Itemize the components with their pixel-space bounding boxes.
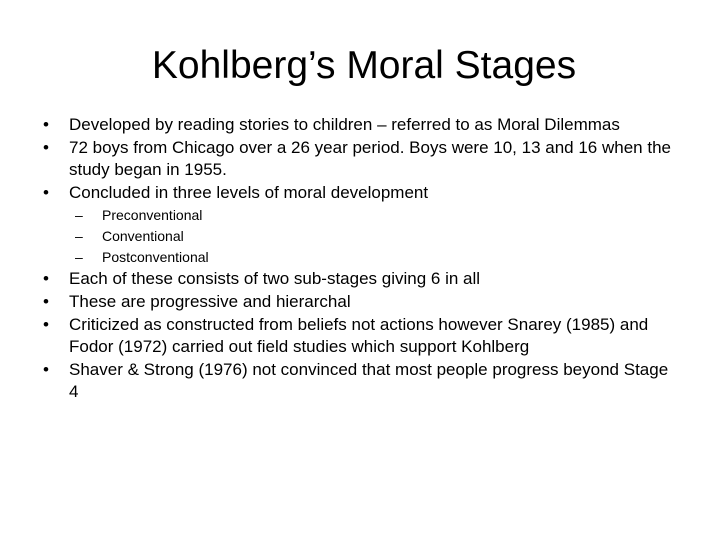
bullet-text: Developed by reading stories to children – referred to as Moral Dilemmas — [69, 115, 620, 134]
bullet-text: Criticized as constructed from beliefs not actions however Snarey (1985) and Fodor (1972) carried out field studies which support Kohlberg — [69, 315, 649, 356]
bullet-marker: • — [43, 315, 49, 334]
sub-bullet-marker: – — [75, 207, 83, 223]
bullet-text: Shaver & Strong (1976) not convinced that most people progress beyond Stage 4 — [69, 360, 669, 401]
bullet-item — [40, 137, 680, 181]
sub-bullet-marker: – — [75, 228, 83, 244]
bullet-text: 72 boys from Chicago over a 26 year period. Boys were 10, 13 and 16 when the study began in 1955. — [69, 138, 671, 179]
sub-bullet-item — [40, 205, 680, 225]
bullet-marker: • — [43, 138, 49, 157]
bullet-text: Concluded in three levels of moral development — [69, 183, 429, 202]
bullet-list — [40, 114, 680, 404]
bullet-marker: • — [43, 269, 49, 288]
bullet-item — [40, 291, 680, 313]
bullet-item — [40, 359, 680, 403]
sub-bullet-text: Postconventional — [102, 249, 209, 265]
bullet-text: Each of these consists of two sub-stages giving 6 in all — [69, 269, 481, 288]
bullet-marker: • — [43, 360, 49, 379]
bullet-item — [40, 268, 680, 290]
bullet-marker: • — [43, 292, 49, 311]
bullet-item — [40, 182, 680, 204]
bullet-item — [40, 314, 680, 358]
sub-bullet-marker: – — [75, 249, 83, 265]
bullet-text: These are progressive and hierarchal — [69, 292, 351, 311]
slide-title: Kohlberg’s Moral Stages — [151, 44, 577, 87]
sub-bullet-item — [40, 247, 680, 267]
bullet-marker: • — [43, 183, 49, 202]
sub-bullet-text: Preconventional — [102, 207, 203, 223]
bullet-marker: • — [43, 115, 49, 134]
bullet-item — [40, 114, 680, 136]
sub-bullet-item — [40, 226, 680, 246]
sub-bullet-text: Conventional — [102, 228, 184, 244]
